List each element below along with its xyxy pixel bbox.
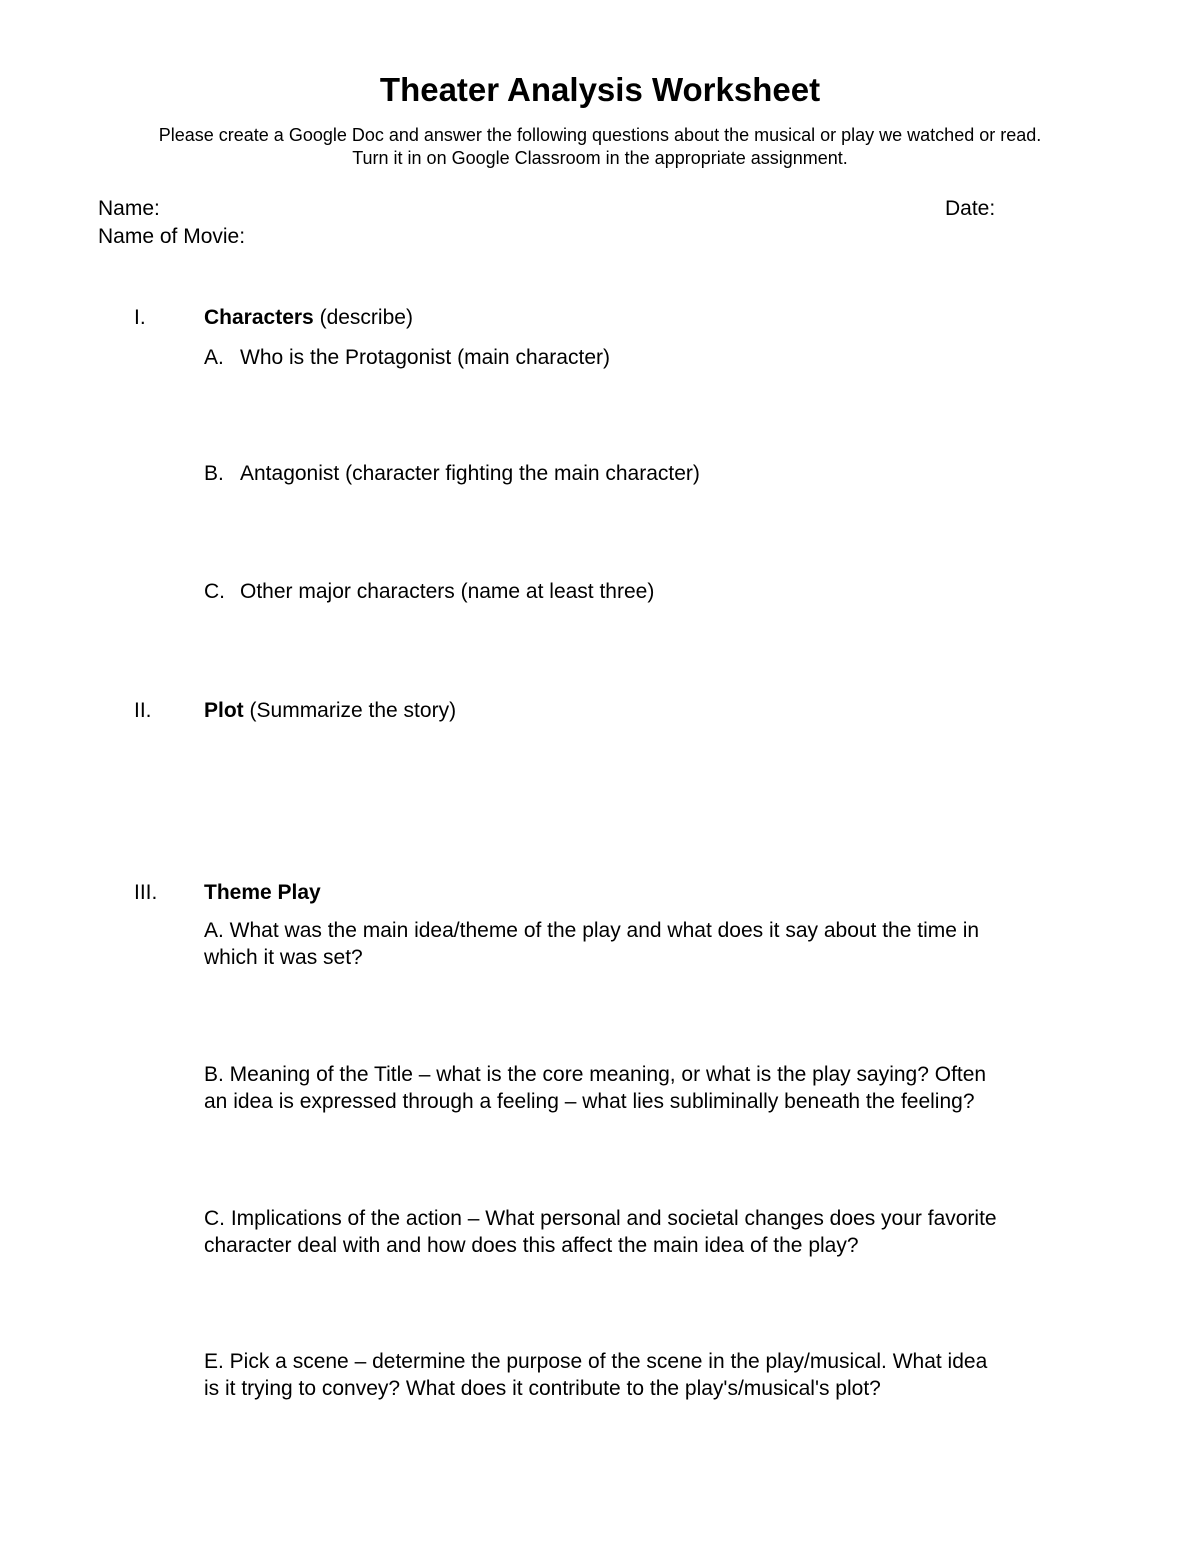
question-1a-letter: A. [204,346,224,369]
movie-name-field-label: Name of Movie: [98,225,246,248]
question-3c-line-2: character deal with and how does this affect the main idea of the play? [204,1234,859,1257]
section-3-heading [204,880,321,906]
section-2-numeral: II. [134,699,152,722]
question-1a-text: Who is the Protagonist (main character) [240,346,610,369]
section-2-title: Plot [204,699,244,722]
question-1c-letter: C. [204,580,225,603]
question-3a-line-2: which it was set? [204,946,363,969]
section-1-note: (describe) [319,306,413,329]
question-1b [204,460,1104,487]
question-3e-line-1: E. Pick a scene – determine the purpose of the scene in the play/musical. What idea [204,1350,988,1373]
question-3a [204,917,1104,971]
question-3b-line-2: an idea is expressed through a feeling – what lies subliminally beneath the feeling? [204,1090,975,1113]
question-3b-line-1: B. Meaning of the Title – what is the core meaning, or what is the play saying? Often [204,1063,987,1086]
question-3b [204,1061,1104,1115]
date-field-label: Date: [945,197,996,220]
question-1c [204,578,1104,605]
instructions-line-2: Turn it in on Google Classroom in the appropriate assignment. [352,148,848,168]
instructions [0,124,1200,170]
question-3c [204,1205,1104,1259]
question-1a [204,344,1104,371]
question-1b-letter: B. [204,462,224,485]
question-3c-line-1: C. Implications of the action – What personal and societal changes does your favorite [204,1207,997,1230]
section-2-note: (Summarize the story) [249,699,457,722]
section-3-title: Theme Play [204,881,321,904]
question-1c-text: Other major characters (name at least three) [240,580,655,603]
page-title: Theater Analysis Worksheet [379,71,821,108]
section-1-heading [204,305,413,331]
name-field-label: Name: [98,197,160,220]
instructions-line-1: Please create a Google Doc and answer the following questions about the musical or play we watched or read. [158,125,1042,145]
section-1-numeral: I. [134,306,146,329]
question-1b-text: Antagonist (character fighting the main character) [240,462,700,485]
section-3-numeral: III. [134,881,158,904]
section-1-title: Characters [204,306,314,329]
section-2-heading [204,698,456,724]
question-3a-line-1: A. What was the main idea/theme of the play and what does it say about the time in [204,919,980,942]
question-3e [204,1348,1104,1402]
question-3e-line-2: is it trying to convey? What does it contribute to the play's/musical's plot? [204,1377,881,1400]
